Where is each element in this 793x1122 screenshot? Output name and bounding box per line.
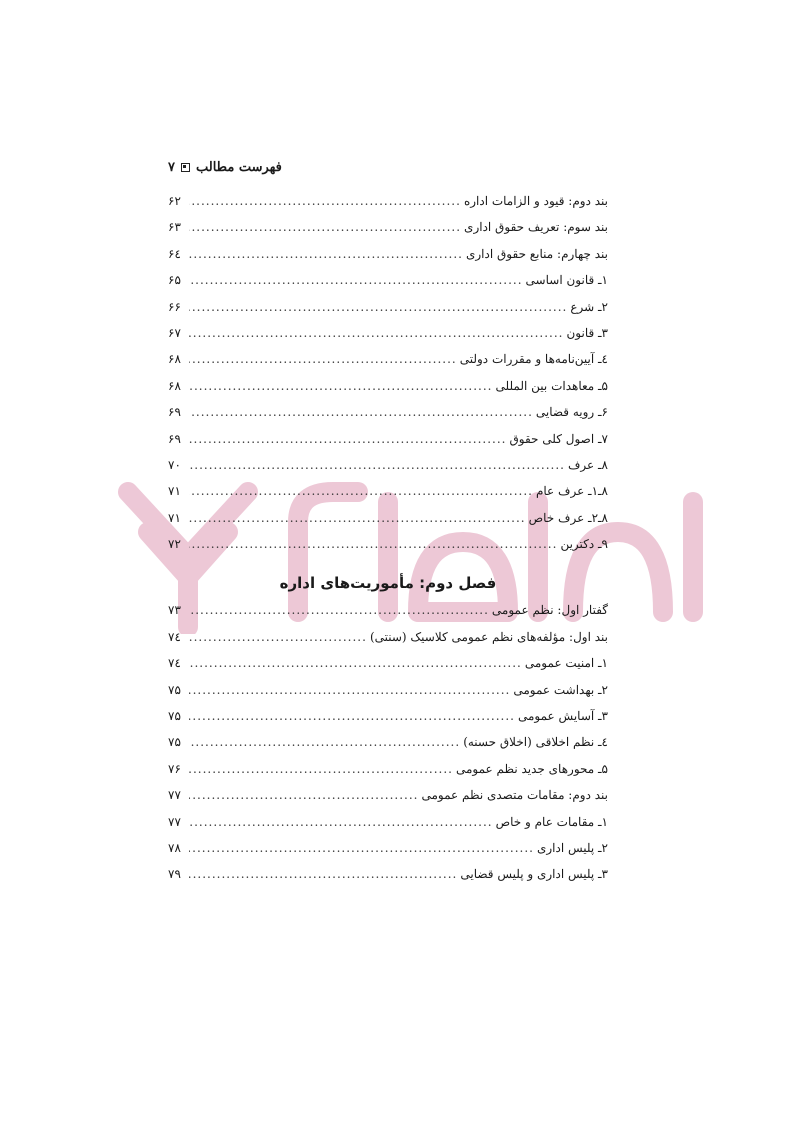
toc-entry bbox=[168, 656, 608, 682]
leader-dots bbox=[189, 656, 522, 670]
toc-block-1 bbox=[168, 194, 608, 563]
toc-entry-page: ۶۳ bbox=[168, 220, 181, 235]
toc-entry bbox=[168, 300, 608, 326]
toc-entry bbox=[168, 841, 608, 867]
leader-dots bbox=[189, 484, 533, 498]
leader-dots bbox=[189, 326, 563, 340]
toc-entry-page: ۷۵ bbox=[168, 682, 181, 697]
toc-entry-title: ٤ـ آیین‌نامه‌ها و مقررات دولتی bbox=[459, 352, 608, 367]
toc-entry-page: ۷۰ bbox=[168, 457, 181, 472]
toc-entry-title: ۲ـ پلیس اداری bbox=[536, 840, 608, 855]
leader-dots bbox=[189, 788, 418, 802]
leader-dots bbox=[189, 630, 367, 644]
leader-dots bbox=[189, 683, 510, 697]
leader-dots bbox=[189, 735, 460, 749]
toc-entry-title: ۳ـ قانون bbox=[566, 325, 608, 340]
header-title: فهرست مطالب bbox=[195, 159, 282, 175]
toc-entry bbox=[168, 484, 608, 510]
toc-entry-page: ۶۸ bbox=[168, 352, 181, 367]
leader-dots bbox=[189, 273, 523, 287]
toc-entry bbox=[168, 273, 608, 299]
toc-entry bbox=[168, 379, 608, 405]
toc-entry-title: ۲ـ شرع bbox=[570, 299, 608, 314]
toc-entry bbox=[168, 630, 608, 656]
toc-entry bbox=[168, 458, 608, 484]
toc-entry-title: بند دوم: مقامات متصدی نظم عمومی bbox=[421, 788, 608, 803]
chapter-heading: فصل دوم: مأموریت‌های اداره bbox=[279, 574, 497, 593]
toc-entry-page: ۷۵ bbox=[168, 735, 181, 750]
toc-entry-page: ۷٤ bbox=[168, 629, 181, 644]
toc-entry-title: ۷ـ اصول کلی حقوق bbox=[509, 431, 608, 446]
toc-entry-page: ۶۸ bbox=[168, 378, 181, 393]
toc-entry-title: ٤ـ نظم اخلاقی (اخلاق حسنه) bbox=[463, 735, 608, 750]
toc-entry-title: بند سوم: تعریف حقوق اداری bbox=[464, 220, 608, 235]
toc-entry bbox=[168, 788, 608, 814]
leader-dots bbox=[189, 603, 489, 617]
toc-entry bbox=[168, 247, 608, 273]
toc-entry-page: ۷۸ bbox=[168, 840, 181, 855]
toc-block-2 bbox=[168, 603, 608, 893]
page-header bbox=[168, 155, 608, 179]
square-bullet-icon bbox=[181, 163, 190, 172]
toc-entry bbox=[168, 735, 608, 761]
toc-entry-page: ۶۶ bbox=[168, 299, 181, 314]
toc-entry-page: ۷٤ bbox=[168, 656, 181, 671]
toc-entry-page: ۶۵ bbox=[168, 273, 181, 288]
toc-entry-page: ۷۱ bbox=[168, 484, 181, 499]
toc-entry bbox=[168, 762, 608, 788]
toc-entry-page: ۷۹ bbox=[168, 867, 181, 882]
toc-entry bbox=[168, 352, 608, 378]
toc-entry-page: ۶۲ bbox=[168, 194, 181, 208]
toc-entry bbox=[168, 867, 608, 893]
toc-entry-title: ۸ـ۲ـ عرف خاص bbox=[528, 510, 608, 525]
toc-entry-page: ۷۲ bbox=[168, 537, 181, 552]
toc-entry-title: ۹ـ دکترین bbox=[560, 537, 608, 552]
leader-dots bbox=[189, 841, 534, 855]
table-of-contents bbox=[168, 194, 608, 894]
toc-entry-title: بند دوم: قیود و الزامات اداره bbox=[463, 194, 608, 208]
toc-entry-page: ۷۷ bbox=[168, 788, 181, 803]
toc-entry-page: ۶۷ bbox=[168, 325, 181, 340]
toc-entry-title: ۵ـ محورهای جدید نظم عمومی bbox=[455, 761, 608, 776]
leader-dots bbox=[189, 511, 526, 525]
toc-entry-title: ۸ـ عرف bbox=[567, 457, 608, 472]
toc-entry-title: ۱ـ امنیت عمومی bbox=[524, 656, 608, 671]
leader-dots bbox=[189, 247, 463, 261]
toc-entry-page: ۶۹ bbox=[168, 431, 181, 446]
leader-dots bbox=[189, 709, 515, 723]
toc-entry-page: ۷۷ bbox=[168, 814, 181, 829]
toc-entry-title: ۶ـ رویه قضایی bbox=[535, 405, 608, 420]
leader-dots bbox=[189, 762, 453, 776]
toc-entry bbox=[168, 709, 608, 735]
toc-entry-title: ۳ـ آسایش عمومی bbox=[517, 709, 608, 724]
leader-dots bbox=[189, 300, 567, 314]
toc-entry bbox=[168, 683, 608, 709]
toc-entry-page: ۷۳ bbox=[168, 603, 181, 618]
toc-entry bbox=[168, 220, 608, 246]
toc-entry-page: ۷۵ bbox=[168, 709, 181, 724]
toc-entry-title: گفتار اول: نظم عمومی bbox=[491, 603, 608, 618]
leader-dots bbox=[189, 220, 461, 234]
toc-entry-page: ۶٤ bbox=[168, 246, 181, 261]
leader-dots bbox=[189, 458, 565, 472]
leader-dots bbox=[189, 352, 457, 366]
toc-entry bbox=[168, 815, 608, 841]
leader-dots bbox=[189, 537, 557, 551]
toc-entry bbox=[168, 326, 608, 352]
toc-entry bbox=[168, 405, 608, 431]
leader-dots bbox=[189, 432, 506, 446]
leader-dots bbox=[189, 379, 492, 393]
toc-entry-page: ۷۶ bbox=[168, 761, 181, 776]
toc-entry-title: بند اول: مؤلفه‌های نظم عمومی کلاسیک (سنتی) bbox=[369, 629, 608, 644]
toc-entry-title: بند چهارم: منابع حقوق اداری bbox=[465, 246, 608, 261]
toc-entry-title: ۵ـ معاهدات بین المللی bbox=[495, 378, 608, 393]
toc-entry bbox=[168, 537, 608, 563]
leader-dots bbox=[189, 405, 533, 419]
toc-entry bbox=[168, 511, 608, 537]
toc-entry-title: ۸ـ۱ـ عرف عام bbox=[535, 484, 608, 499]
toc-entry-title: ۱ـ قانون اساسی bbox=[525, 273, 608, 288]
toc-entry-page: ۷۱ bbox=[168, 510, 181, 525]
toc-entry-title: ۳ـ پلیس اداری و پلیس قضایی bbox=[460, 867, 608, 882]
toc-entry-title: ۱ـ مقامات عام و خاص bbox=[495, 814, 608, 829]
page-number: ۷ bbox=[168, 159, 175, 175]
toc-entry bbox=[168, 432, 608, 458]
toc-entry bbox=[168, 194, 608, 220]
toc-entry bbox=[168, 603, 608, 629]
leader-dots bbox=[189, 194, 461, 208]
toc-entry-page: ۶۹ bbox=[168, 405, 181, 420]
leader-dots bbox=[189, 815, 493, 829]
toc-entry-title: ۲ـ بهداشت عمومی bbox=[513, 682, 608, 697]
leader-dots bbox=[189, 867, 457, 881]
